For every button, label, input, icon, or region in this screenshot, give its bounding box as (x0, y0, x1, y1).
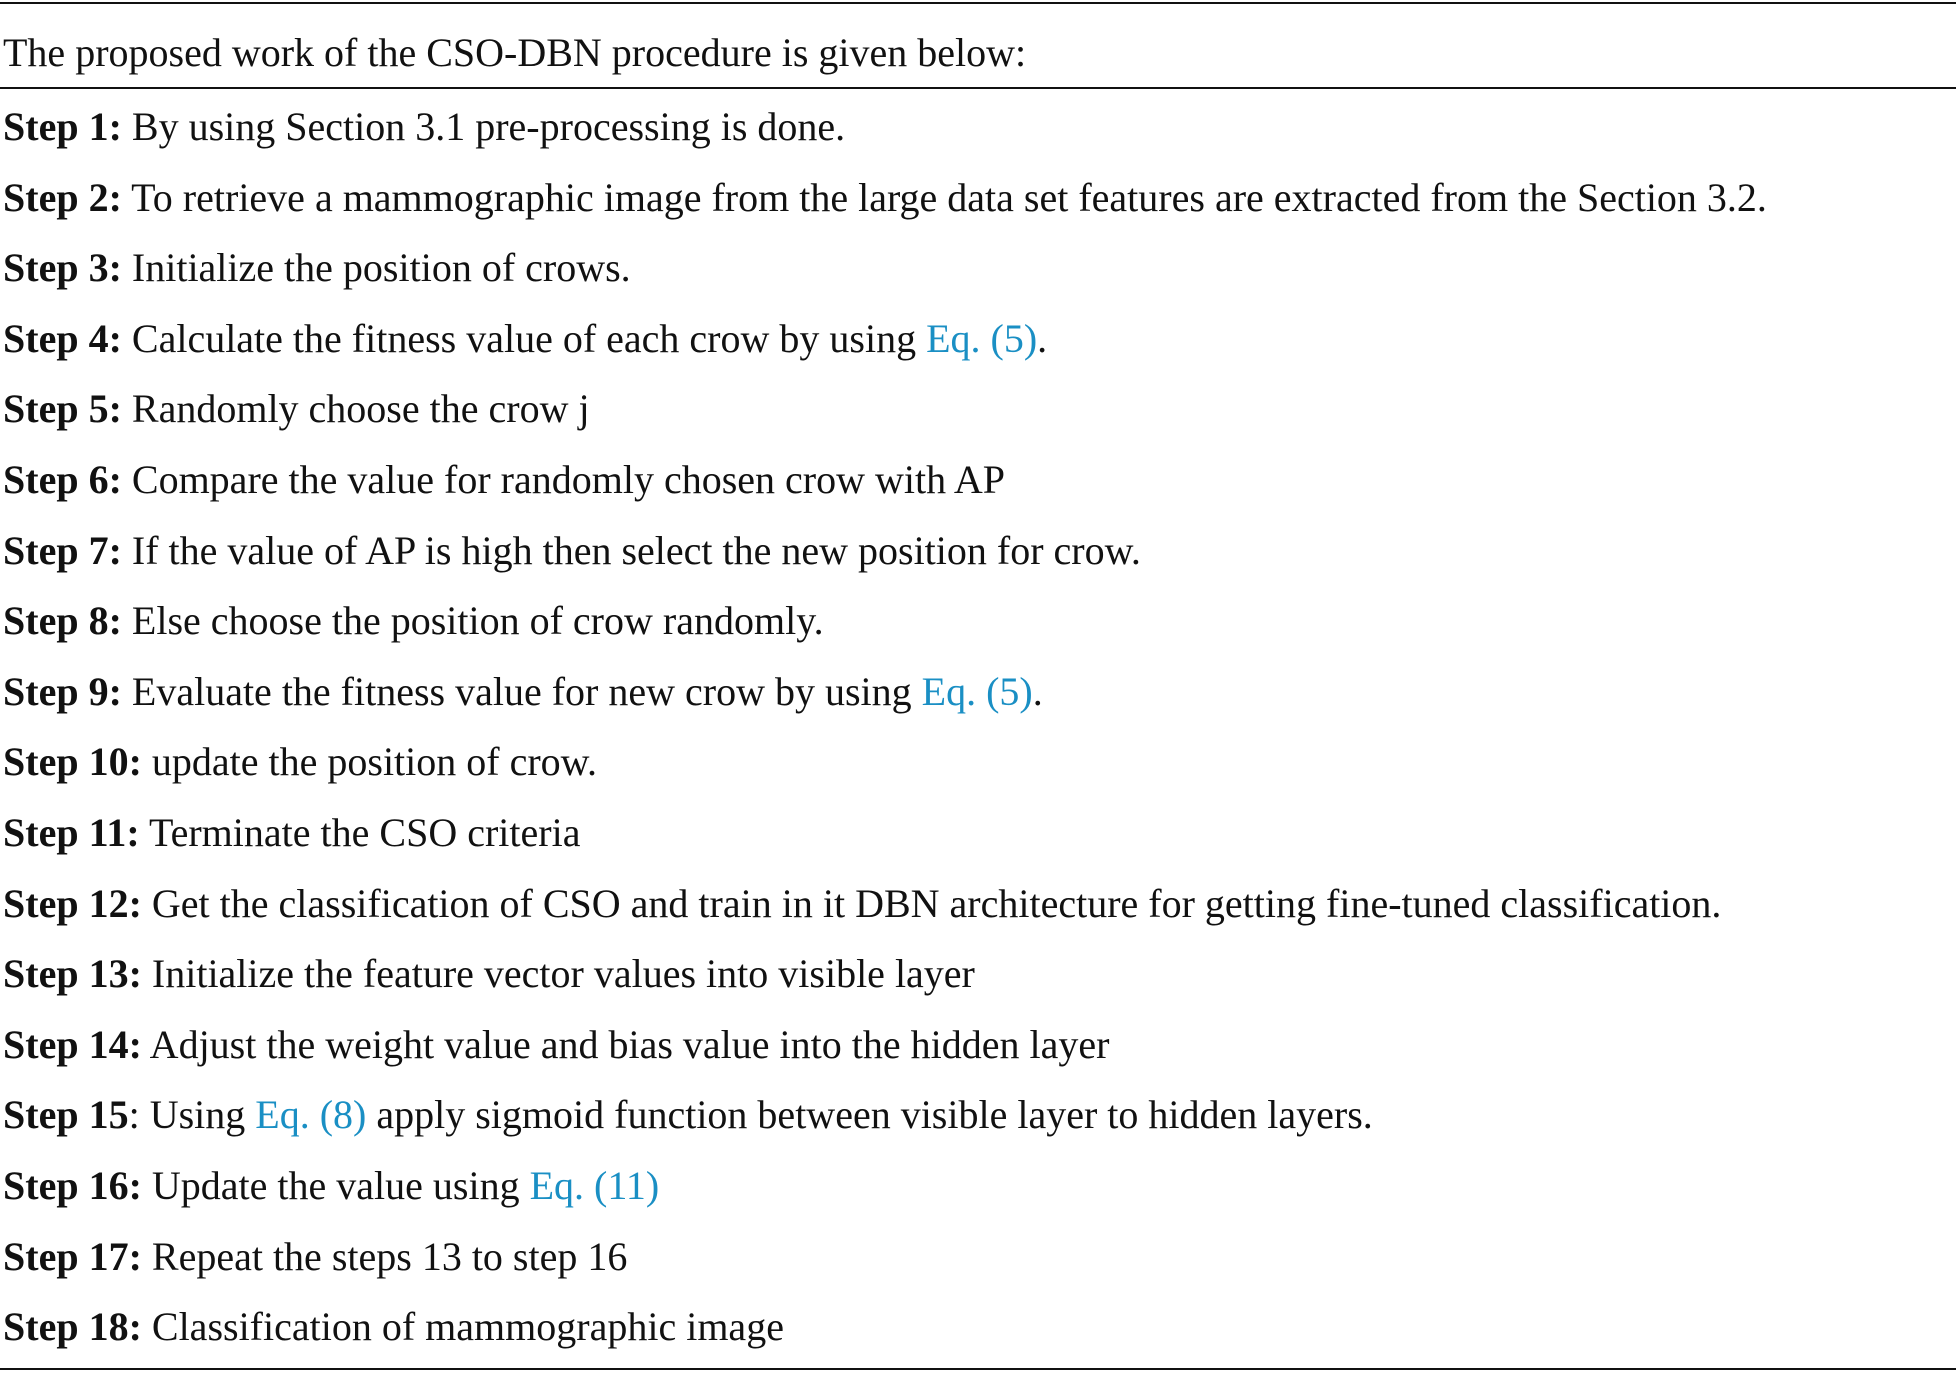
step-row-11 (3, 810, 1767, 881)
procedure-caption: The proposed work of the CSO-DBN procedure is given below: (3, 30, 1027, 75)
step-row-5 (3, 386, 1767, 457)
step-text: Calculate the fitness value of each crow by using (121, 315, 927, 361)
step-label: Step 5: (3, 386, 122, 432)
step-text: Get the classification of CSO and train in it DBN architecture for getting fine-tuned classification. (141, 880, 1722, 926)
step-label: Step 9: (3, 668, 122, 714)
step-row-1 (3, 104, 1767, 175)
step-row-16 (3, 1163, 1767, 1234)
step-label: Step 16: (3, 1162, 142, 1208)
table-top-rule (0, 2, 1956, 4)
step-label: Step 4: (3, 315, 122, 361)
step-text: Evaluate the fitness value for new crow by using (121, 668, 922, 714)
step-label: Step 6: (3, 456, 122, 502)
step-label: Step 2: (3, 174, 122, 220)
step-label: Step 18: (3, 1304, 142, 1350)
table-bottom-rule (0, 1368, 1956, 1370)
step-text: Update the value using (141, 1162, 530, 1208)
step-label: Step 14: (3, 1021, 142, 1067)
step-row-3 (3, 245, 1767, 316)
step-text: Initialize the feature vector values into visible layer (141, 951, 975, 997)
step-label: Step 12: (3, 880, 142, 926)
step-label: Step 8: (3, 598, 122, 644)
table-header-rule (0, 87, 1956, 89)
step-text: Compare the value for randomly chosen crow with AP (121, 456, 1006, 502)
step-row-14 (3, 1022, 1767, 1093)
step-label: Step 11: (3, 809, 140, 855)
step-label: Step 3: (3, 245, 122, 291)
step-text: Terminate the CSO criteria (139, 809, 581, 855)
procedure-steps (3, 104, 1767, 1375)
step-row-18 (3, 1304, 1767, 1375)
step-label: Step 13: (3, 951, 142, 997)
step-label: Step 1: (3, 104, 122, 149)
step-text: Repeat the steps 13 to step 16 (141, 1233, 628, 1279)
step-row-6 (3, 457, 1767, 528)
step-row-12 (3, 881, 1767, 952)
step-label: Step 10: (3, 739, 142, 785)
step-row-7 (3, 528, 1767, 599)
step-row-4 (3, 316, 1767, 387)
step-text: By using Section 3.1 pre-processing is done. (121, 104, 846, 149)
step-text: Adjust the weight value and bias value into the hidden layer (141, 1021, 1110, 1067)
step-text: Randomly choose the crow j (121, 386, 590, 432)
step-row-15 (3, 1092, 1767, 1163)
step-separator: : (128, 1092, 140, 1138)
equation-link[interactable]: Eq. (5) (926, 315, 1038, 361)
step-row-9 (3, 669, 1767, 740)
step-text: update the position of crow. (141, 739, 597, 785)
step-row-13 (3, 951, 1767, 1022)
step-text-after: . (1037, 315, 1048, 361)
step-row-2 (3, 175, 1767, 246)
step-row-17 (3, 1234, 1767, 1305)
step-text: Classification of mammographic image (141, 1304, 784, 1350)
step-row-8 (3, 598, 1767, 669)
step-label: Step 7: (3, 527, 122, 573)
step-row-10 (3, 739, 1767, 810)
equation-link[interactable]: Eq. (8) (255, 1092, 367, 1138)
step-text: Using (139, 1092, 256, 1138)
step-text: Else choose the position of crow randomly. (121, 598, 824, 644)
equation-link[interactable]: Eq. (11) (529, 1162, 660, 1208)
step-text: To retrieve a mammographic image from the large data set features are extracted from the Section 3.2. (121, 174, 1767, 220)
step-text-after: . (1032, 668, 1043, 714)
step-label: Step 15 (3, 1092, 129, 1138)
equation-link[interactable]: Eq. (5) (921, 668, 1033, 714)
step-label: Step 17: (3, 1233, 142, 1279)
step-text-after: apply sigmoid function between visible layer to hidden layers. (366, 1092, 1373, 1138)
step-text: If the value of AP is high then select the new position for crow. (121, 527, 1141, 573)
step-text: Initialize the position of crows. (121, 245, 631, 291)
